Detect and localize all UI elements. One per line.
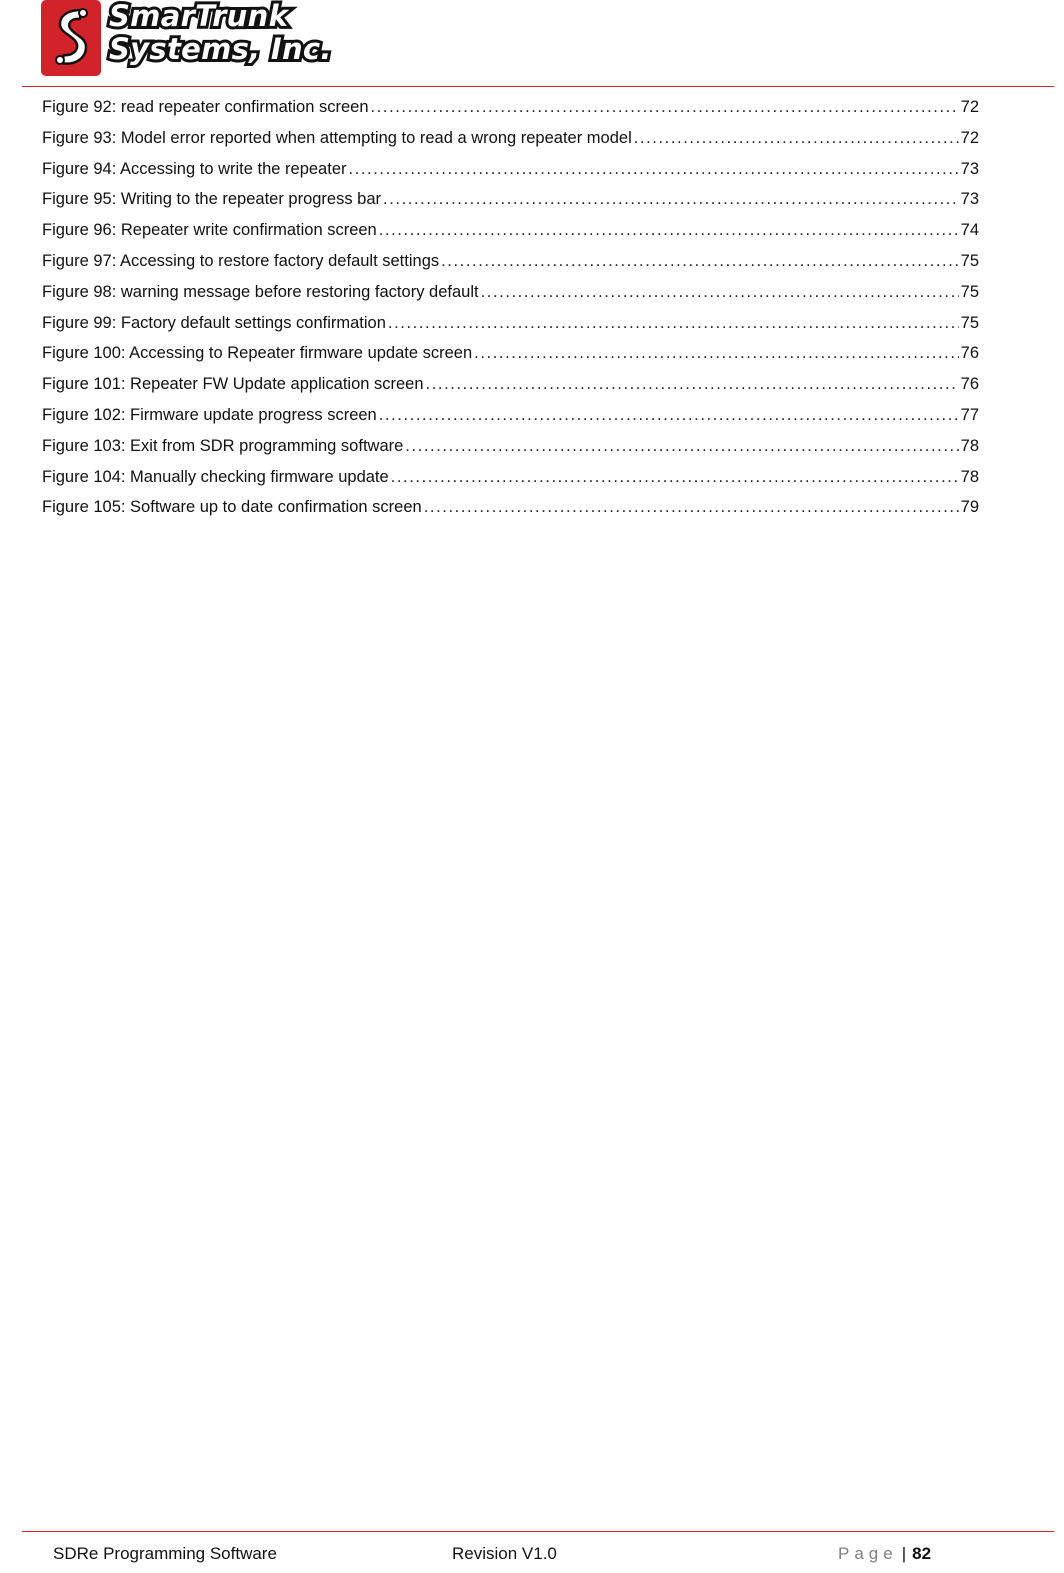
toc-entry-title: Figure 95: Writing to the repeater progress bar xyxy=(42,190,382,209)
footer-page-indicator xyxy=(838,1544,931,1564)
toc-entry-page: 75 xyxy=(960,251,979,270)
toc-entry[interactable] xyxy=(42,437,979,468)
toc-entry-page: 78 xyxy=(960,467,979,486)
toc-entry-title: Figure 96: Repeater write confirmation screen xyxy=(42,221,377,240)
company-logo xyxy=(41,0,341,80)
footer-document-title: SDRe Programming Software xyxy=(53,1544,277,1563)
toc-entry-page: 78 xyxy=(960,436,979,455)
page-header xyxy=(0,0,1064,86)
toc-dot-leader xyxy=(426,375,959,394)
toc-entry[interactable] xyxy=(42,283,979,314)
toc-entry[interactable] xyxy=(42,98,979,129)
toc-entry[interactable] xyxy=(42,344,979,375)
toc-entry[interactable] xyxy=(42,160,979,191)
toc-entry-title: Figure 99: Factory default settings confirmation xyxy=(42,313,386,332)
toc-entry[interactable] xyxy=(42,190,979,221)
toc-dot-leader xyxy=(391,468,959,487)
toc-entry-title: Figure 92: read repeater confirmation screen xyxy=(42,98,369,116)
toc-entry[interactable] xyxy=(42,406,979,437)
toc-dot-leader xyxy=(424,498,959,517)
toc-dot-leader xyxy=(371,98,959,117)
toc-entry-title: Figure 97: Accessing to restore factory default settings xyxy=(42,251,440,270)
toc-entry-title: Figure 105: Software up to date confirmation screen xyxy=(42,498,422,517)
toc-dot-leader xyxy=(383,190,959,209)
toc-entry[interactable] xyxy=(42,468,979,499)
toc-entry-page: 76 xyxy=(960,375,979,394)
toc-entry-page: 76 xyxy=(960,344,979,363)
toc-entry-title: Figure 104: Manually checking firmware update xyxy=(42,467,389,486)
footer-page-label: Page xyxy=(838,1544,898,1563)
logo-line-1: SmarTrunk xyxy=(109,0,289,33)
toc-entry-page: 72 xyxy=(960,98,979,116)
smartrunk-logo-icon xyxy=(41,0,101,76)
footer-divider xyxy=(22,1531,1054,1532)
toc-dot-leader xyxy=(379,406,959,425)
toc-dot-leader xyxy=(349,160,959,179)
toc-entry[interactable] xyxy=(42,129,979,160)
logo-wordmark xyxy=(109,0,332,66)
toc-entry-page: 75 xyxy=(960,282,979,301)
toc-entry-title: Figure 101: Repeater FW Update application screen xyxy=(42,375,424,394)
toc-entry-page: 72 xyxy=(960,128,979,147)
toc-dot-leader xyxy=(388,314,959,333)
toc-entry-title: Figure 94: Accessing to write the repeater xyxy=(42,159,347,178)
toc-dot-leader xyxy=(441,252,959,271)
toc-entry[interactable] xyxy=(42,252,979,283)
page-footer xyxy=(0,1544,1064,1570)
toc-entry-page: 73 xyxy=(960,190,979,209)
footer-separator: | xyxy=(901,1544,907,1563)
logo-line-2: Systems, Inc. xyxy=(109,32,332,66)
toc-entry-page: 79 xyxy=(960,498,979,517)
toc-entry-page: 74 xyxy=(960,221,979,240)
header-divider xyxy=(22,86,1054,87)
toc-dot-leader xyxy=(481,283,959,302)
table-of-figures xyxy=(42,98,979,529)
toc-dot-leader xyxy=(405,437,958,456)
toc-entry-page: 75 xyxy=(960,313,979,332)
toc-entry[interactable] xyxy=(42,375,979,406)
toc-dot-leader xyxy=(474,344,958,363)
toc-entry-page: 73 xyxy=(960,159,979,178)
toc-entry[interactable] xyxy=(42,221,979,252)
toc-entry[interactable] xyxy=(42,314,979,345)
toc-entry-title: Figure 93: Model error reported when attempting to read a wrong repeater model xyxy=(42,128,632,147)
toc-entry-title: Figure 103: Exit from SDR programming software xyxy=(42,436,404,455)
toc-entry-page: 77 xyxy=(960,405,979,424)
toc-dot-leader xyxy=(379,221,959,240)
footer-page-number: 82 xyxy=(912,1544,932,1563)
toc-entry-title: Figure 100: Accessing to Repeater firmware update screen xyxy=(42,344,473,363)
toc-entry-title: Figure 102: Firmware update progress screen xyxy=(42,405,377,424)
footer-revision: Revision V1.0 xyxy=(452,1544,557,1563)
toc-dot-leader xyxy=(634,129,959,148)
toc-entry[interactable] xyxy=(42,498,979,529)
toc-entry-title: Figure 98: warning message before restoring factory default xyxy=(42,282,479,301)
